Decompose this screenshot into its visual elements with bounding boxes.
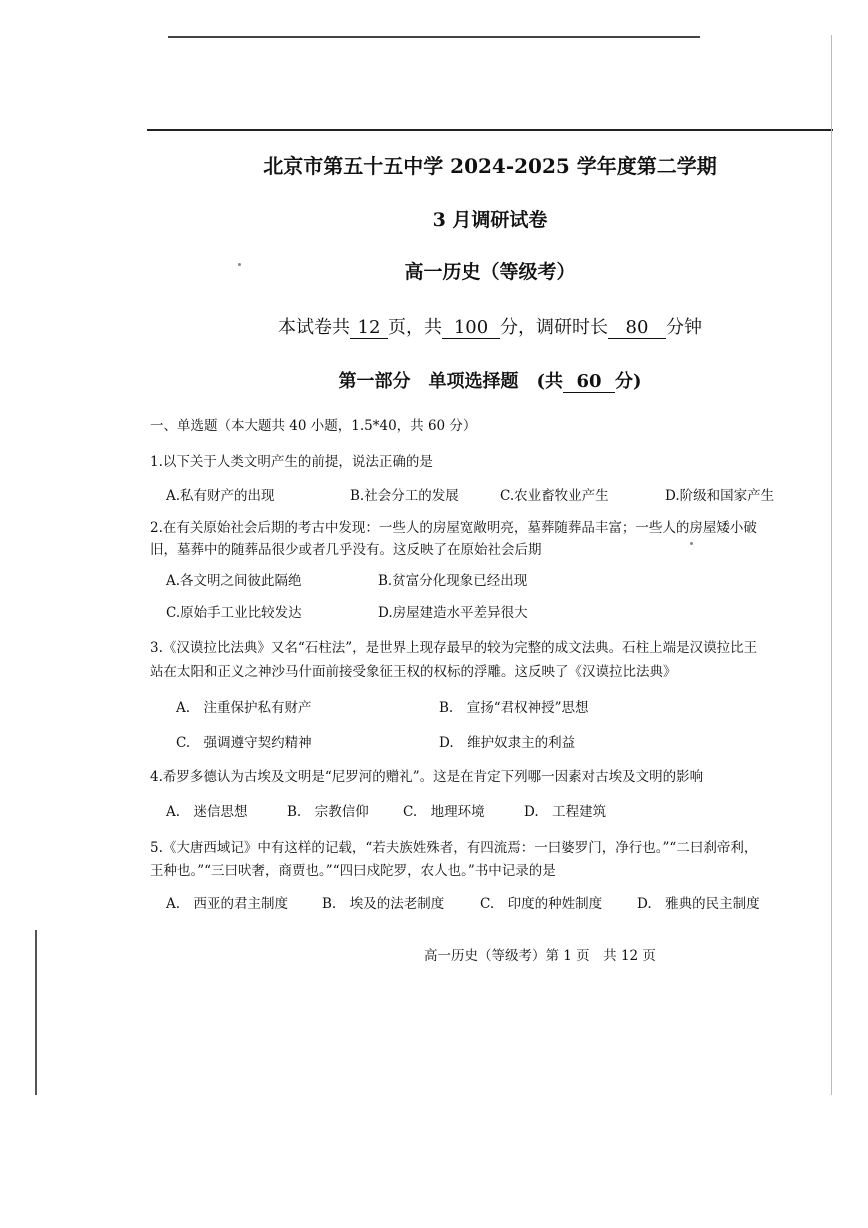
part-title [147,367,833,393]
exam-info [147,313,833,339]
q1-option-a: A.私有财产的出现 [166,488,275,504]
q4-option-c: C. 地理环境 [403,804,485,820]
question-3-stem-line-1: 3.《汉谟拉比法典》又名“石柱法”，是世界上现存最早的较为完整的成文法典。石柱上端是汉谟拉比王 [150,640,758,656]
question-2-stem-line-2: 旧，墓葬中的随葬品很少或者几乎没有。这反映了在原始社会后期 [150,542,542,558]
scan-right-edge [831,35,832,1095]
question-3-stem-line-2: 站在太阳和正义之神沙马什面前接受象征王权的权标的浮雕。这反映了《汉谟拉比法典》 [150,664,677,680]
q3-option-b: B. 宣扬“君权神授”思想 [439,700,589,716]
part-score: 60 [563,373,615,393]
page-footer: 高一历史（等级考）第 1 页 共 12 页 [424,948,656,964]
q5-option-b: B. 埃及的法老制度 [322,896,445,912]
q1-option-d: D.阶级和国家产生 [665,488,775,504]
q4-option-d: D. 工程建筑 [524,804,607,820]
q3-option-d: D. 维护奴隶主的利益 [439,735,576,751]
part-title-suffix: 分) [614,371,642,392]
q2-option-d: D.房屋建造水平差异很大 [378,605,528,621]
q5-option-c: C. 印度的种姓制度 [480,896,603,912]
exam-subject: 高一历史（等级考） [404,261,576,283]
question-1-stem: 1.以下关于人类文明产生的前提，说法正确的是 [150,454,433,470]
part-title-prefix: 第一部分 单项选择题 (共 [338,371,563,392]
exam-title: 北京市第五十五中学 2024-2025 学年度第二学期 [263,154,717,178]
scan-top-stroke [168,36,700,38]
header-rule [147,129,833,131]
scan-speck [690,542,693,545]
info-suffix: 分钟 [666,317,702,338]
q5-option-a: A. 西亚的君主制度 [166,896,289,912]
q3-option-c: C. 强调遵守契约精神 [176,735,312,751]
q4-option-b: B. 宗教信仰 [287,804,369,820]
scan-left-edge [35,930,37,1095]
info-mid-1: 页，共 [388,317,442,338]
q2-option-b: B.贫富分化现象已经出现 [378,573,528,589]
question-5-stem-line-1: 5.《大唐西域记》中有这样的记载，“若夫族姓殊者，有四流焉：一曰婆罗门，净行也。”“二曰刹帝利， [150,840,758,856]
q3-option-a: A. 注重保护私有财产 [176,700,312,716]
question-2-stem-line-1: 2.在有关原始社会后期的考古中发现：一些人的房屋宽敞明亮，墓葬随葬品丰富；一些人的房屋矮小破 [150,520,757,536]
q2-option-c: C.原始手工业比较发达 [166,605,302,621]
q1-option-b: B.社会分工的发展 [350,488,459,504]
q4-option-a: A. 迷信思想 [166,804,248,820]
exam-subtitle: 3 月调研试卷 [432,209,548,231]
q1-option-c: C.农业畜牧业产生 [500,488,609,504]
page-count: 12 [350,319,388,339]
total-score: 100 [442,319,500,339]
q2-option-a: A.各文明之间彼此隔绝 [166,573,302,589]
duration-minutes: 80 [608,319,666,339]
info-mid-2: 分，调研时长 [500,317,608,338]
question-5-stem-line-2: 王种也。”“三曰吠奢，商贾也。”“四曰戍陀罗，农人也。”书中记录的是 [150,863,556,879]
q5-option-d: D. 雅典的民主制度 [637,896,760,912]
info-prefix: 本试卷共 [278,317,350,338]
section-heading: 一、单选题（本大题共 40 小题，1.5*40，共 60 分） [150,418,477,434]
question-4-stem: 4.希罗多德认为古埃及文明是“尼罗河的赠礼”。这是在肯定下列哪一因素对古埃及文明的影响 [150,769,704,785]
